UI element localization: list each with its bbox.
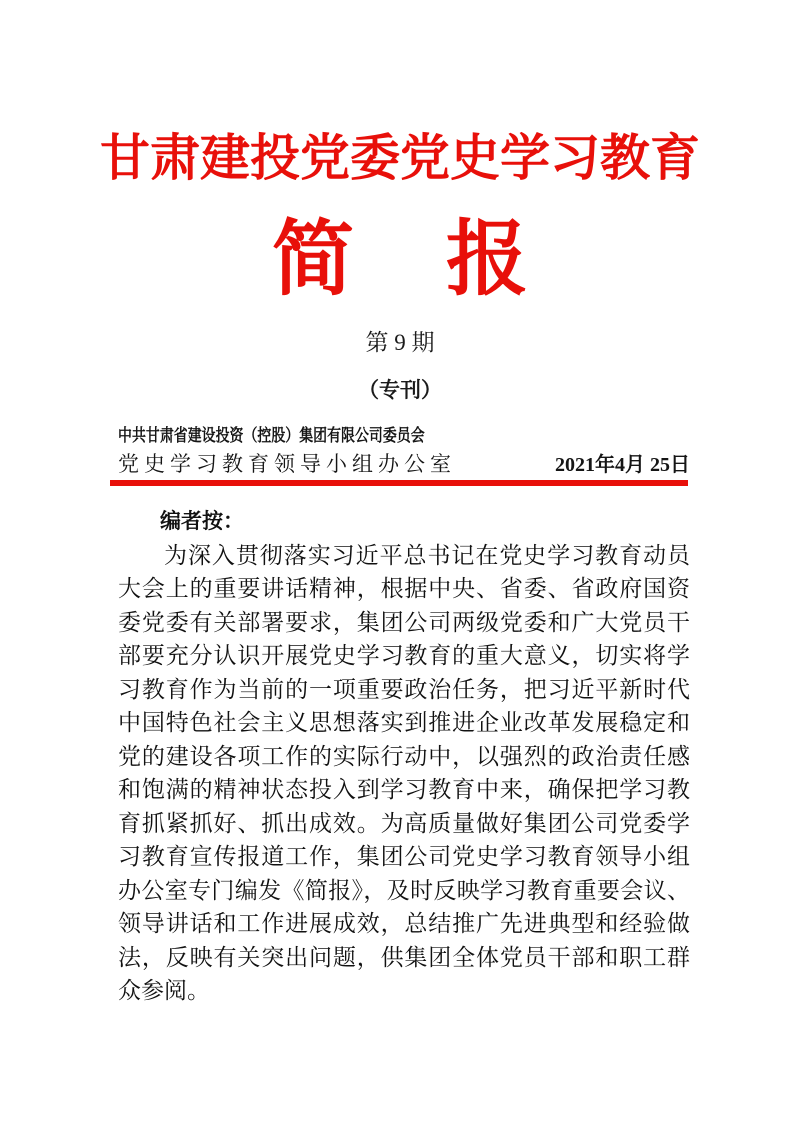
- publisher-office-row: [118, 453, 690, 476]
- issue-type-label: （专刊）: [358, 379, 442, 402]
- publisher-committee-line: 中共甘肃省建设投资（控股）集团有限公司委员会: [118, 426, 425, 445]
- bulletin-title-char-bao: 报: [446, 214, 529, 305]
- issue-number: 第 9 期: [365, 330, 435, 355]
- bulletin-title: [0, 214, 800, 305]
- publication-date: 2021年4月 25日: [555, 453, 690, 476]
- masthead-org-title: 甘肃建投党委党史学习教育: [100, 130, 700, 186]
- publisher-office-line: 党史学习教育领导小组办公室: [118, 451, 456, 476]
- red-divider-rule: [110, 480, 688, 486]
- editor-note-heading: 编者按：: [160, 509, 244, 533]
- bulletin-title-char-jian: 简: [271, 214, 354, 305]
- publisher-block: [118, 427, 690, 476]
- editor-note-body: 为深入贯彻落实习近平总书记在党史学习教育动员大会上的重要讲话精神，根据中央、省委、省政府国资委党委有关部署要求，集团公司两级党委和广大党员干部要充分认识开展党史学习教育的重大意义，切实将学习教育作为当前的一项重要政治任务，把习近平新时代中国特色社会主义思想落实到推进企业改革发展稳定和党的建设各项工作的实际行动中，以强烈的政治责任感和饱满的精神状态投入到学习教育中来，确保把学习教育抓紧抓好、抓出成效。为高质量做好集团公司党委学习教育宣传报道工作，集团公司党史学习教育领导小组办公室专门编发《简报》，及时反映学习教育重要会议、领导讲话和工作进展成效，总结推广先进典型和经验做法，反映有关突出问题，供集团全体党员干部和职工群众参阅。: [118, 542, 690, 1004]
- content-column: [118, 427, 690, 1008]
